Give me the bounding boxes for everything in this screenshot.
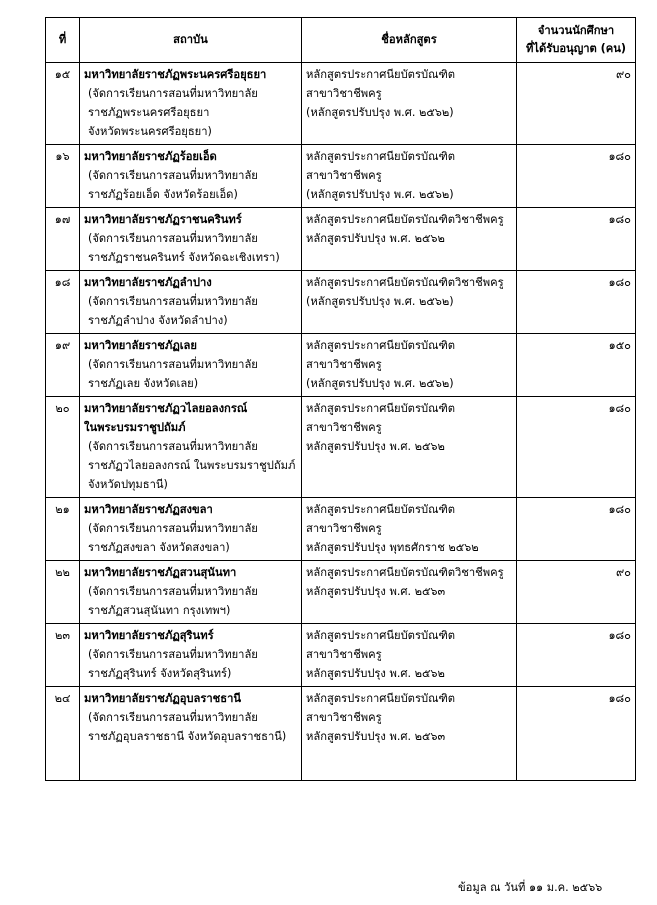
row-number: ๒๒: [46, 561, 80, 624]
row-number: ๒๑: [46, 498, 80, 561]
student-count: ๑๘๐: [517, 498, 636, 561]
program-line: (หลักสูตรปรับปรุง พ.ศ. ๒๕๖๒): [306, 377, 454, 390]
institution-cell: [80, 271, 302, 334]
institution-note: ราชภัฏลำปาง จังหวัดลำปาง): [88, 314, 228, 327]
program-line: หลักสูตรปรับปรุง พ.ศ. ๒๕๖๓: [306, 585, 446, 598]
institution-note: (จัดการเรียนการสอนที่มหาวิทยาลัย: [88, 440, 258, 453]
program-line: สาขาวิชาชีพครู: [306, 87, 382, 100]
institution-note: (จัดการเรียนการสอนที่มหาวิทยาลัย: [88, 295, 258, 308]
institution-note: (จัดการเรียนการสอนที่มหาวิทยาลัย: [88, 358, 258, 371]
institution-name: มหาวิทยาลัยราชภัฏวไลยอลงกรณ์: [84, 402, 248, 415]
institution-name: มหาวิทยาลัยราชภัฏสงขลา: [84, 503, 213, 516]
table-row: [46, 498, 636, 561]
header-students-line2: ที่ได้รับอนุญาต (คน): [525, 42, 627, 55]
program-line: สาขาวิชาชีพครู: [306, 358, 382, 371]
institution-name-cont: ในพระบรมราชูปถัมภ์: [84, 421, 186, 434]
program-line: หลักสูตรประกาศนียบัตรบัณฑิต: [306, 629, 455, 642]
institution-note: (จัดการเรียนการสอนที่มหาวิทยาลัย: [88, 87, 258, 100]
header-students: [517, 18, 636, 63]
institution-note: ราชภัฏราชนครินทร์ จังหวัดฉะเชิงเทรา): [88, 251, 280, 264]
institution-note: จังหวัดพระนครศรีอยุธยา): [88, 125, 212, 138]
program-line: หลักสูตรปรับปรุง พ.ศ. ๒๕๖๓: [306, 730, 446, 743]
header-no: ที่: [46, 18, 80, 63]
row-number: ๒๓: [46, 624, 80, 687]
institution-note: ราชภัฏสวนสุนันทา กรุงเทพฯ): [88, 604, 231, 617]
institution-note: ราชภัฏพระนครศรีอยุธยา: [88, 106, 210, 119]
program-line: หลักสูตรปรับปรุง พ.ศ. ๒๕๖๒: [306, 440, 445, 453]
table-row: [46, 561, 636, 624]
institution-note: ราชภัฏสุรินทร์ จังหวัดสุรินทร์): [88, 667, 232, 680]
program-cell: [302, 561, 517, 624]
header-row: [46, 18, 636, 63]
institution-note: (จัดการเรียนการสอนที่มหาวิทยาลัย: [88, 648, 258, 661]
program-line: หลักสูตรปรับปรุง พ.ศ. ๒๕๖๒: [306, 667, 445, 680]
program-line: หลักสูตรประกาศนียบัตรบัณฑิตวิชาชีพครู: [306, 566, 504, 579]
program-line: สาขาวิชาชีพครู: [306, 522, 382, 535]
institution-name: มหาวิทยาลัยราชภัฏลำปาง: [84, 276, 212, 289]
institution-note: ราชภัฏเลย จังหวัดเลย): [88, 377, 199, 390]
program-cell: [302, 145, 517, 208]
student-count: ๑๘๐: [517, 397, 636, 498]
program-line: สาขาวิชาชีพครู: [306, 711, 382, 724]
row-number: ๒๔: [46, 687, 80, 781]
institution-cell: [80, 498, 302, 561]
table-row: [46, 334, 636, 397]
program-line: สาขาวิชาชีพครู: [306, 169, 382, 182]
program-line: สาขาวิชาชีพครู: [306, 421, 382, 434]
table-row: [46, 397, 636, 498]
table-row: [46, 687, 636, 781]
program-line: หลักสูตรประกาศนียบัตรบัณฑิต: [306, 68, 455, 81]
header-institution: สถาบัน: [80, 18, 302, 63]
header-program: ชื่อหลักสูตร: [302, 18, 517, 63]
row-number: ๑๗: [46, 208, 80, 271]
institution-note: ราชภัฏสงขลา จังหวัดสงขลา): [88, 541, 230, 554]
program-cell: [302, 271, 517, 334]
student-count: ๑๘๐: [517, 208, 636, 271]
student-count: ๑๘๐: [517, 271, 636, 334]
student-count: ๑๘๐: [517, 624, 636, 687]
program-line: (หลักสูตรปรับปรุง พ.ศ. ๒๕๖๒): [306, 295, 454, 308]
row-number: ๑๘: [46, 271, 80, 334]
student-count: ๑๘๐: [517, 145, 636, 208]
header-students-line1: จำนวนนักศึกษา: [537, 24, 615, 37]
program-line: หลักสูตรปรับปรุง พ.ศ. ๒๕๖๒: [306, 232, 445, 245]
institution-name: มหาวิทยาลัยราชภัฏพระนครศรีอยุธยา: [84, 68, 267, 81]
institution-cell: [80, 334, 302, 397]
program-line: หลักสูตรประกาศนียบัตรบัณฑิต: [306, 503, 455, 516]
institution-name: มหาวิทยาลัยราชภัฏอุบลราชธานี: [84, 692, 242, 705]
institution-name: มหาวิทยาลัยราชภัฏราชนครินทร์: [84, 213, 242, 226]
program-cell: [302, 334, 517, 397]
institution-note: (จัดการเรียนการสอนที่มหาวิทยาลัย: [88, 585, 258, 598]
program-line: หลักสูตรประกาศนียบัตรบัณฑิตวิชาชีพครู: [306, 213, 504, 226]
program-line: หลักสูตรประกาศนียบัตรบัณฑิต: [306, 150, 455, 163]
program-line: หลักสูตรปรับปรุง พุทธศักราช ๒๕๖๒: [306, 541, 479, 554]
institution-name: มหาวิทยาลัยราชภัฏสวนสุนันทา: [84, 566, 237, 579]
institution-note: ราชภัฏอุบลราชธานี จังหวัดอุบลราชธานี): [88, 730, 287, 743]
program-cell: [302, 397, 517, 498]
institution-note: ราชภัฏร้อยเอ็ด จังหวัดร้อยเอ็ด): [88, 188, 238, 201]
row-number: ๑๖: [46, 145, 80, 208]
institution-cell: [80, 397, 302, 498]
institution-cell: [80, 561, 302, 624]
row-number: ๑๕: [46, 63, 80, 145]
student-count: ๑๕๐: [517, 334, 636, 397]
program-cell: [302, 624, 517, 687]
program-cell: [302, 63, 517, 145]
student-count: ๙๐: [517, 561, 636, 624]
program-line: หลักสูตรประกาศนียบัตรบัณฑิต: [306, 339, 455, 352]
program-line: หลักสูตรประกาศนียบัตรบัณฑิต: [306, 692, 455, 705]
table-row: [46, 271, 636, 334]
student-count: ๙๐: [517, 63, 636, 145]
data-date-footer: ข้อมูล ณ วันที่ ๑๑ ม.ค. ๒๕๖๖: [458, 881, 603, 894]
row-number: ๒๐: [46, 397, 80, 498]
student-count: ๑๘๐: [517, 687, 636, 781]
institution-note: (จัดการเรียนการสอนที่มหาวิทยาลัย: [88, 169, 258, 182]
program-cell: [302, 498, 517, 561]
program-line: (หลักสูตรปรับปรุง พ.ศ. ๒๕๖๒): [306, 188, 454, 201]
table-row: [46, 63, 636, 145]
institution-cell: [80, 145, 302, 208]
program-line: (หลักสูตรปรับปรุง พ.ศ. ๒๕๖๒): [306, 106, 454, 119]
table-row: [46, 208, 636, 271]
institution-note: (จัดการเรียนการสอนที่มหาวิทยาลัย: [88, 522, 258, 535]
institution-note: (จัดการเรียนการสอนที่มหาวิทยาลัย: [88, 232, 258, 245]
program-line: สาขาวิชาชีพครู: [306, 648, 382, 661]
program-line: หลักสูตรประกาศนียบัตรบัณฑิต: [306, 402, 455, 415]
institution-cell: [80, 624, 302, 687]
institution-cell: [80, 63, 302, 145]
table-row: [46, 624, 636, 687]
program-cell: [302, 687, 517, 781]
program-cell: [302, 208, 517, 271]
institution-note: จังหวัดปทุมธานี): [88, 478, 168, 491]
institution-name: มหาวิทยาลัยราชภัฏเลย: [84, 339, 197, 352]
program-table: [45, 17, 636, 781]
table-row: [46, 145, 636, 208]
institution-name: มหาวิทยาลัยราชภัฏร้อยเอ็ด: [84, 150, 217, 163]
institution-note: (จัดการเรียนการสอนที่มหาวิทยาลัย: [88, 711, 258, 724]
institution-cell: [80, 687, 302, 781]
program-line: หลักสูตรประกาศนียบัตรบัณฑิตวิชาชีพครู: [306, 276, 504, 289]
row-number: ๑๙: [46, 334, 80, 397]
institution-name: มหาวิทยาลัยราชภัฏสุรินทร์: [84, 629, 214, 642]
institution-note: ราชภัฏวไลยอลงกรณ์ ในพระบรมราชูปถัมภ์: [88, 459, 296, 472]
institution-cell: [80, 208, 302, 271]
